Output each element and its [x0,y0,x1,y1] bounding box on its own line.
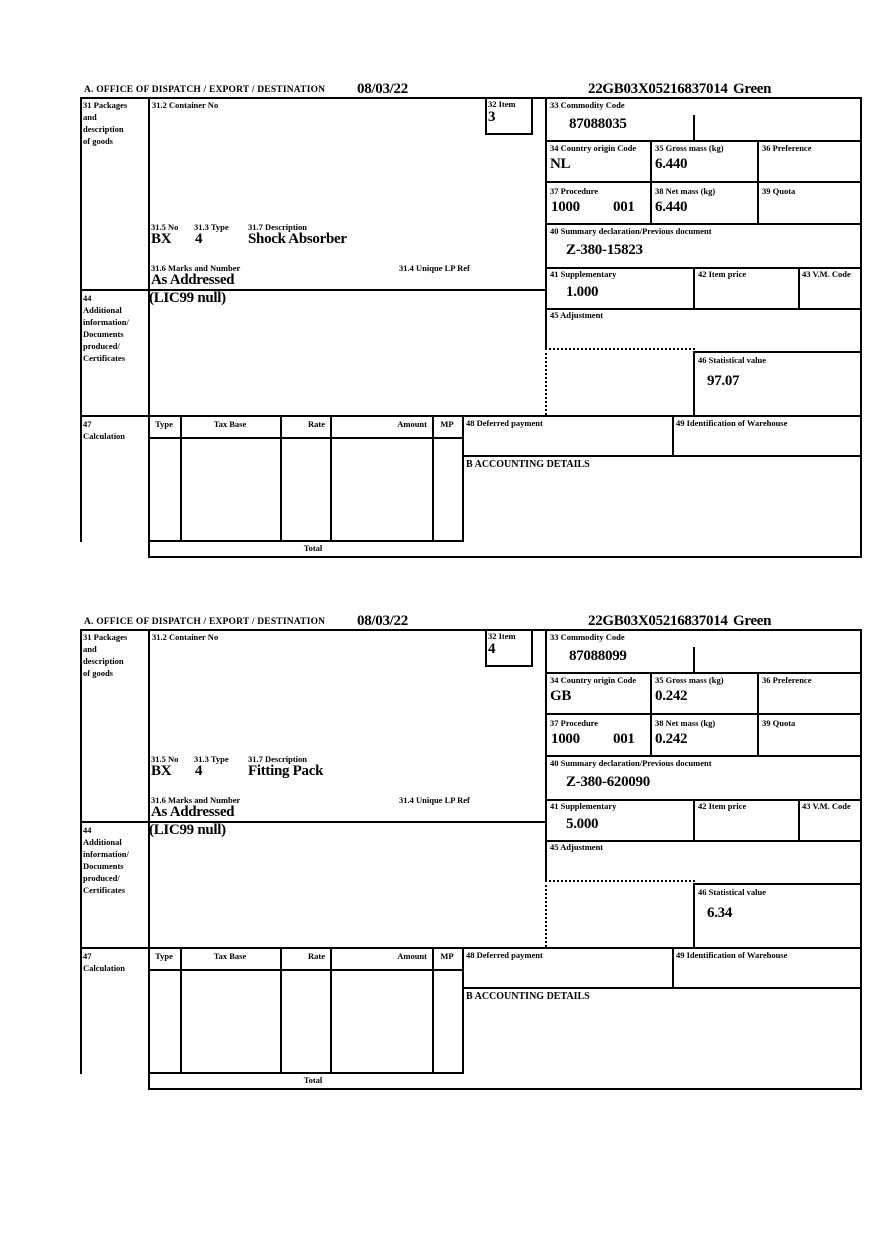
grid-line [798,267,800,308]
calc-header-tax-base: Tax Base [213,951,247,961]
packages-label-group [83,631,127,679]
gross-mass-label: 35 Gross mass (kg) [655,675,724,685]
package-type-value: 4 [195,231,203,247]
grid-line [545,755,862,757]
package-type-label: 31.3 Type [194,754,229,764]
declaration-item-block [80,80,864,562]
container-no-label: 31.2 Container No [152,632,219,642]
grid-line [860,629,862,1090]
packages-label-line: and [83,112,97,122]
statistical-value: 97.07 [707,373,740,389]
vm-code-label: 43 V.M. Code [802,269,851,279]
packages-label-line: 31 Packages [83,632,128,642]
grid-line [80,629,862,631]
routing-status-value: Green [733,613,772,629]
grid-line [80,629,82,1074]
grid-line [672,415,674,455]
country-origin-value: NL [550,156,571,172]
grid-line [148,540,464,542]
additional-info-label-line: Certificates [83,885,126,895]
calc-header-rate: Rate [308,419,325,429]
grid-line [462,987,862,989]
summary-declaration-label: 40 Summary declaration/Previous document [550,758,712,768]
grid-line [462,947,464,1072]
grid-line [485,133,533,135]
warehouse-label: 49 Identification of Warehouse [676,950,788,960]
grid-line [650,140,652,223]
grid-line [148,97,150,556]
grid-line [148,556,862,558]
additional-info-label-line: 44 [83,293,92,303]
grid-line [180,415,182,540]
item-number-value: 4 [488,641,496,657]
calc-header-amount: Amount [397,419,427,429]
country-origin-label: 34 Country origin Code [550,143,637,153]
net-mass-value: 6.440 [655,199,688,215]
statistical-value-label: 46 Statistical value [698,355,766,365]
country-origin-label: 34 Country origin Code [550,675,637,685]
summary-declaration-label: 40 Summary declaration/Previous document [550,226,712,236]
calculation-label-line: 47 [83,419,92,429]
grid-line [798,799,800,840]
lp-ref-label: 31.4 Unique LP Ref [399,263,470,273]
grid-line [432,947,434,1072]
deferred-payment-label: 48 Deferred payment [466,418,543,428]
grid-line [148,969,464,971]
description-label: 31.7 Description [248,754,308,764]
procedure-value: 1000 [551,199,580,215]
additional-info-label-line: Additional [83,837,122,847]
routing-status-value: Green [733,81,772,97]
grid-line [757,140,759,223]
calculation-label-group [83,950,125,974]
description-label: 31.7 Description [248,222,308,232]
deferred-payment-label: 48 Deferred payment [466,950,543,960]
grid-line [757,672,759,755]
date-value: 08/03/22 [357,613,408,629]
date-value: 08/03/22 [357,81,408,97]
grid-line [545,672,862,674]
additional-info-value: (LIC99 null) [149,822,226,838]
supplementary-value: 1.000 [566,284,599,300]
calc-header-type: Type [155,419,173,429]
country-origin-value: GB [550,688,572,704]
grid-line [693,267,695,308]
additional-info-label-line: information/ [83,849,129,859]
previous-document-value: Z-380-15823 [566,242,643,258]
grid-line [650,672,652,755]
grid-line [485,629,487,665]
additional-info-label-line: Documents [83,329,124,339]
grid-line [693,883,862,885]
gross-mass-value: 6.440 [655,156,688,172]
packages-label-line: of goods [83,668,113,678]
calc-header-type: Type [155,951,173,961]
mrn-value: 22GB03X05216837014 [588,613,728,629]
dotted-grid-line [545,880,695,882]
adjustment-label: 45 Adjustment [550,310,604,320]
grid-line [280,947,282,1072]
container-no-label: 31.2 Container No [152,100,219,110]
additional-info-label-line: produced/ [83,341,120,351]
grid-line [462,415,464,540]
adjustment-label: 45 Adjustment [550,842,604,852]
packages-label-line: of goods [83,136,113,146]
packages-label-line: and [83,644,97,654]
dotted-grid-line [545,348,547,415]
additional-info-label-line: produced/ [83,873,120,883]
preference-label: 36 Preference [762,143,812,153]
item-price-label: 42 Item price [698,801,747,811]
item-price-label: 42 Item price [698,269,747,279]
packages-label-group [83,99,127,147]
package-no-value: BX [151,231,172,247]
commodity-code-divider [693,647,695,672]
package-type-value: 4 [195,763,203,779]
lp-ref-label: 31.4 Unique LP Ref [399,795,470,805]
gross-mass-label: 35 Gross mass (kg) [655,143,724,153]
marks-value: As Addressed [151,804,235,820]
additional-info-label-line: 44 [83,825,92,835]
net-mass-label: 38 Net mass (kg) [655,186,716,196]
calculation-label-group [83,418,125,442]
package-type-label: 31.3 Type [194,222,229,232]
grid-line [693,799,695,840]
grid-line [860,97,862,558]
additional-info-label-line: Additional [83,305,122,315]
packages-label-line: description [83,124,124,134]
procedure-value: 1000 [551,731,580,747]
item-detail-grid [80,97,862,558]
grid-line [672,947,674,987]
quota-label: 39 Quota [762,186,796,196]
grid-line [180,947,182,1072]
calc-header-mp: MP [440,419,454,429]
calc-header-amount: Amount [397,951,427,961]
quota-label: 39 Quota [762,718,796,728]
grid-line [148,437,464,439]
commodity-code-value: 87088035 [569,116,627,132]
accounting-details-label: B ACCOUNTING DETAILS [466,459,590,470]
mrn-value: 22GB03X05216837014 [588,81,728,97]
dotted-grid-line [545,348,695,350]
item-number-value: 3 [488,109,496,125]
grid-line [485,665,533,667]
grid-line [693,351,695,415]
warehouse-label: 49 Identification of Warehouse [676,418,788,428]
office-of-dispatch-label: A. OFFICE OF DISPATCH / EXPORT / DESTINATION [84,85,326,95]
commodity-code-label: 33 Commodity Code [550,100,625,110]
grid-line [80,97,862,99]
grid-line [330,947,332,1072]
grid-line [545,713,862,715]
description-value: Shock Absorber [248,231,347,247]
grid-line [693,351,862,353]
additional-info-label-group [83,292,129,364]
calc-header-mp: MP [440,951,454,961]
procedure-label: 37 Procedure [550,186,599,196]
commodity-code-value: 87088099 [569,648,627,664]
additional-info-label-line: Certificates [83,353,126,363]
grid-line [545,223,862,225]
grid-line [432,415,434,540]
grid-line [80,97,82,542]
description-value: Fitting Pack [248,763,324,779]
additional-info-label-line: information/ [83,317,129,327]
grid-line [330,415,332,540]
grid-line [148,1072,464,1074]
package-no-value: BX [151,763,172,779]
item-number-label: 32 Item [488,631,516,641]
declaration-item-block [80,612,864,1094]
net-mass-label: 38 Net mass (kg) [655,718,716,728]
net-mass-value: 0.242 [655,731,688,747]
accounting-details-label: B ACCOUNTING DETAILS [466,991,590,1002]
dotted-grid-line [545,880,547,947]
office-of-dispatch-label: A. OFFICE OF DISPATCH / EXPORT / DESTINATION [84,617,326,627]
marks-label: 31.6 Marks and Number [151,263,241,273]
grid-line [80,947,862,949]
procedure-label: 37 Procedure [550,718,599,728]
grid-line [545,181,862,183]
additional-info-label-group [83,824,129,896]
supplementary-label: 41 Supplementary [550,269,617,279]
statistical-value: 6.34 [707,905,733,921]
grid-line [545,140,862,142]
marks-value: As Addressed [151,272,235,288]
calc-header-tax-base: Tax Base [213,419,247,429]
statistical-value-label: 46 Statistical value [698,887,766,897]
commodity-code-label: 33 Commodity Code [550,632,625,642]
previous-document-value: Z-380-620090 [566,774,650,790]
item-number-label: 32 Item [488,99,516,109]
grid-line [485,97,487,133]
commodity-code-divider [693,115,695,140]
procedure-suffix-value: 001 [613,199,635,215]
item-detail-grid [80,629,862,1090]
calculation-label-line: 47 [83,951,92,961]
calculation-label-line: Calculation [83,431,126,441]
preference-label: 36 Preference [762,675,812,685]
grid-line [531,97,533,135]
grid-line [148,1088,862,1090]
marks-label: 31.6 Marks and Number [151,795,241,805]
calculation-label-line: Calculation [83,963,126,973]
supplementary-value: 5.000 [566,816,599,832]
grid-line [280,415,282,540]
supplementary-label: 41 Supplementary [550,801,617,811]
calc-header-rate: Rate [308,951,325,961]
package-no-label: 31.5 No [151,754,179,764]
gross-mass-value: 0.242 [655,688,688,704]
grid-line [531,629,533,667]
package-no-label: 31.5 No [151,222,179,232]
additional-info-label-line: Documents [83,861,124,871]
total-label: Total [303,543,323,553]
packages-label-line: description [83,656,124,666]
grid-line [148,629,150,1088]
total-label: Total [303,1075,323,1085]
grid-line [462,455,862,457]
grid-line [693,883,695,947]
procedure-suffix-value: 001 [613,731,635,747]
vm-code-label: 43 V.M. Code [802,801,851,811]
grid-line [80,415,862,417]
packages-label-line: 31 Packages [83,100,128,110]
additional-info-value: (LIC99 null) [149,290,226,306]
